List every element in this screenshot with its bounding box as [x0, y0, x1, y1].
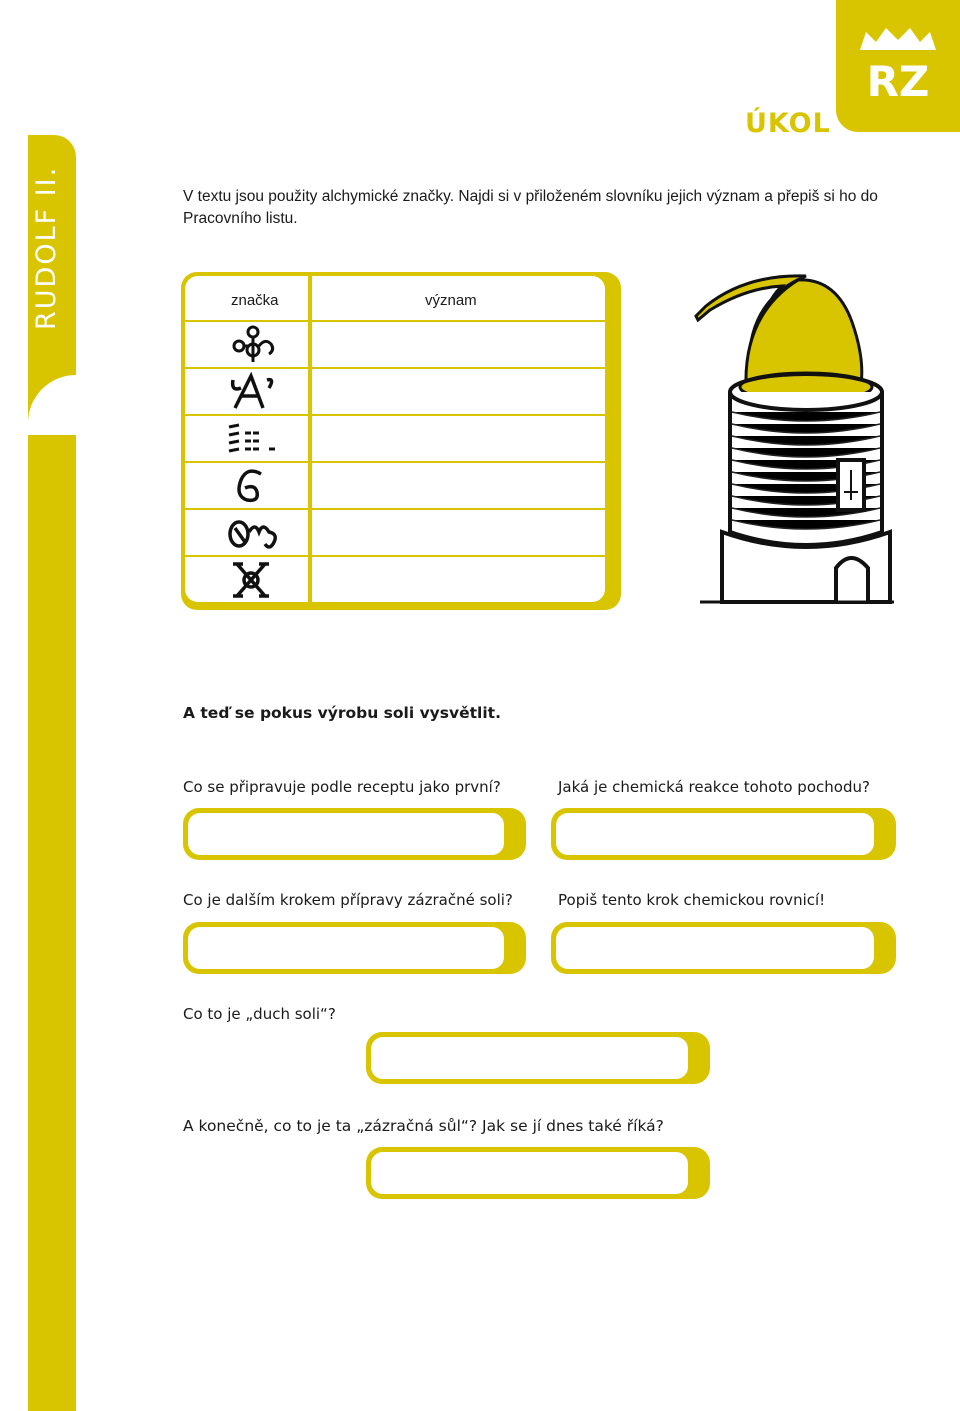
question-5: Co to je „duch soli“?	[183, 1005, 336, 1023]
answer-field-6[interactable]	[366, 1147, 710, 1199]
alchemy-symbol-2-icon	[225, 372, 285, 412]
sidebar-title: RUDOLF II.	[31, 165, 62, 330]
column-header-symbol: značka	[231, 292, 279, 309]
answer-field-5[interactable]	[366, 1032, 710, 1084]
rz-logo	[836, 0, 960, 132]
question-2: Jaká je chemická reakce tohoto pochodu?	[558, 778, 870, 796]
sidebar-strip	[28, 375, 76, 1411]
logo-text: RZ	[866, 57, 930, 104]
symbols-table	[181, 272, 621, 610]
question-6: A konečně, co to je ta „zázračná sůl“? Jak se jí dnes také říká?	[183, 1117, 664, 1135]
instruction-text: V textu jsou použity alchymické značky. Najdi si v přiloženém slovníku jejich význam a přepiš si ho do Pracovního listu.	[183, 188, 878, 227]
alchemy-symbol-1-icon	[225, 324, 285, 364]
column-header-meaning: význam	[425, 292, 477, 309]
task-label: ÚKOL	[745, 108, 831, 139]
alchemy-symbol-4-icon	[225, 466, 285, 506]
answer-field-3[interactable]	[183, 922, 526, 974]
question-3: Co je dalším krokem přípravy zázračné soli?	[183, 891, 513, 909]
answer-field-2[interactable]	[551, 808, 896, 860]
alchemy-symbol-3-icon	[225, 419, 285, 459]
crown-icon	[856, 28, 940, 104]
alchemy-symbol-5-icon	[225, 512, 285, 552]
distillation-furnace-icon	[686, 262, 896, 612]
section-title: A teď se pokus výrobu soli vysvětlit.	[183, 704, 501, 722]
answer-field-4[interactable]	[551, 922, 896, 974]
sidebar-top-space	[28, 0, 76, 135]
question-4: Popiš tento krok chemickou rovnicí!	[558, 891, 826, 909]
question-1: Co se připravuje podle receptu jako první?	[183, 778, 501, 796]
answer-field-1[interactable]	[183, 808, 526, 860]
alchemy-symbol-6-icon	[225, 560, 285, 600]
